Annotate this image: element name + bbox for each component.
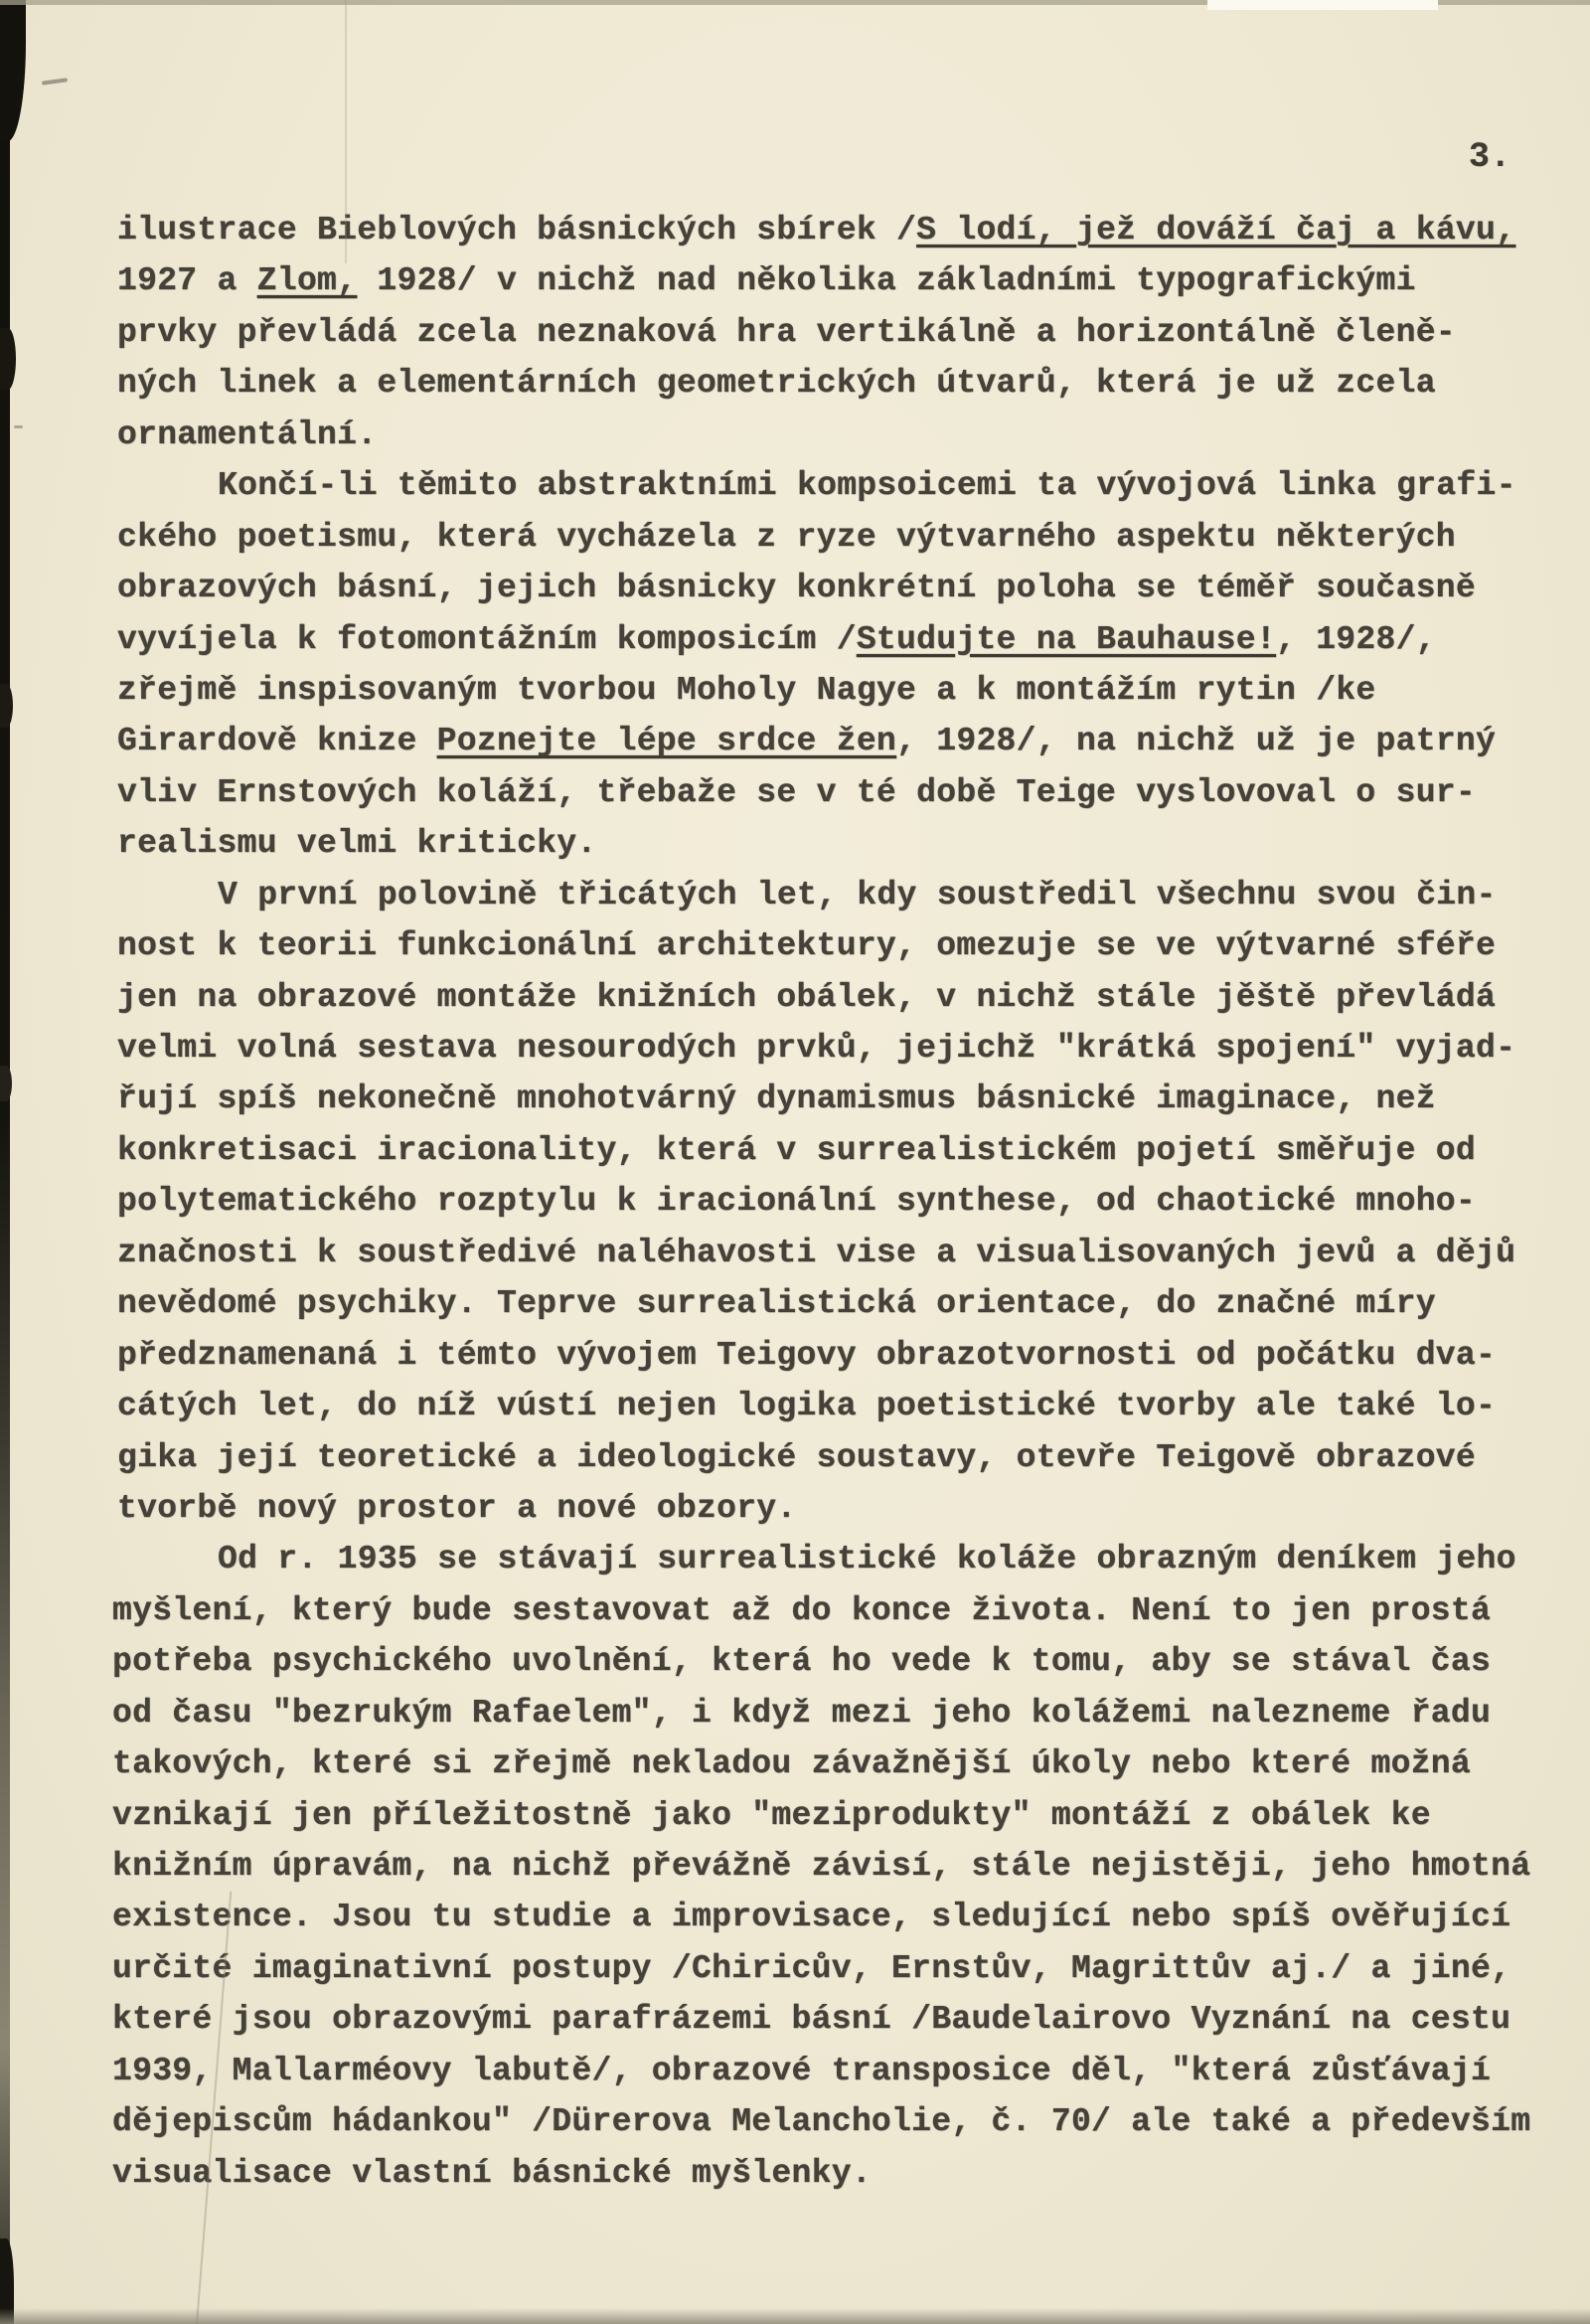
text-segment: prvky převládá zcela neznaková hra vertikálně a horizontálně členě- [117,313,1456,351]
page-number: 3. [1469,137,1511,177]
text-segment: dějepiscům hádankou" /Dürerova Melancholie, č. 70/ ale také a především [112,2103,1531,2141]
text-line [112,2096,1590,2147]
text-line [117,255,1590,306]
text-line [117,1534,1590,1584]
scan-ink-blob [0,328,16,390]
text-line [117,460,1590,511]
text-segment: V první polovině třicátých let, kdy soustředil všechnu svou čin- [218,876,1497,913]
text-line [117,512,1590,563]
text-line [117,1228,1590,1278]
text-segment: tvorbě nový prostor a nové obzory. [117,1489,797,1527]
text-segment: vyvíjela k fotomontážním komposicím / [117,620,857,658]
text-segment: , 1928/, [1276,620,1436,658]
text-line [112,1892,1590,1942]
text-segment: 1939, Mallarméovy labutě/, obrazové transposice děl, "která zůsťávají [112,2052,1492,2089]
text-segment: Končí-li těmito abstraktními kompsoicemi ta vývojová linka grafi- [218,467,1516,505]
text-segment: konkretisaci iracionality, která v surrealistickém pojetí směřuje od [117,1131,1477,1169]
text-line [112,1790,1590,1841]
text-segment: předznamenaná i témto vývojem Teigovy obrazotvornosti od počátku dva- [117,1336,1497,1374]
text-line [117,307,1590,358]
text-segment: velmi volná sestava nesourodých prvků, jejichž "krátká spojení" vyjad- [117,1030,1516,1067]
text-segment: nevědomé psychiky. Teprve surrealistická orientace, do značné míry [117,1285,1436,1323]
text-segment: řují spíš nekonečně mnohotvárný dynamismus básnické imaginace, než [117,1080,1436,1118]
text-segment: Od r. 1935 se stávají surrealistické koláže obrazným deníkem jeho [218,1541,1516,1578]
text-segment: realismu velmi kriticky. [117,825,597,863]
underlined-title: Zlom, [256,262,358,300]
scan-bottom-edge [0,2308,1590,2324]
scan-ink-blob [0,684,13,728]
text-segment: 1928/ v nichž nad několika základními typografickými [357,262,1416,300]
text-line [117,563,1590,613]
scan-ink-blob [0,0,26,141]
text-line [117,614,1590,665]
text-line [117,818,1590,869]
text-line [117,1278,1590,1329]
text-line [112,1994,1590,2045]
paper-speck [14,425,23,428]
text-line [112,1688,1590,1739]
typewritten-lines [112,205,1590,2199]
text-line [117,972,1590,1023]
text-line [117,665,1590,716]
text-segment: nost k teorii funkcionální architektury, omezuje se ve výtvarné sféře [117,927,1497,965]
text-segment: existence. Jsou tu studie a improvisace, sledující nebo spíš ověřující [112,1899,1511,1936]
text-line [117,716,1590,766]
underlined-title: Studujte na Bauhause! [856,620,1276,658]
text-line [117,920,1590,971]
text-segment: jen na obrazové montáže knižních obálek, v nichž stále jěště převládá [117,978,1497,1016]
text-line [117,1176,1590,1227]
text-segment: od času "bezrukým Rafaelem", i když mezi jeho kolážemi nalezneme řadu [112,1694,1492,1732]
text-line [117,1432,1590,1483]
text-segment: potřeba psychického uvolnění, která ho vede k tomu, aby se stával čas [112,1643,1492,1681]
underlined-title: S lodí, jež dováží čaj a kávu, [916,212,1516,249]
text-segment: vliv Ernstových koláží, třebaže se v té době Teige vyslovoval o sur- [117,773,1477,811]
text-line [117,358,1590,409]
text-line [117,1125,1590,1176]
text-segment: knižním úpravám, na nichž převážně závisí, stále nejistěji, jeho hmotná [112,1848,1531,1885]
text-segment: , 1928/, na nichž už je patrný [896,723,1497,760]
text-line [112,1636,1590,1687]
text-line [117,1330,1590,1381]
text-segment: zřejmě inspisovaným tvorbou Moholy Nagye a k montážím rytin /ke [117,671,1376,709]
scan-top-white-strip [1207,0,1438,10]
text-segment: ckého poetismu, která vycházela z ryze výtvarného aspektu některých [117,518,1456,556]
pencil-mark [42,78,68,85]
text-line [117,1023,1590,1074]
text-line [112,1585,1590,1636]
underlined-title: Poznejte lépe srdce žen [436,723,897,760]
text-line [117,1483,1590,1534]
text-line [112,1943,1590,1994]
text-segment: ilustrace Bieblových básnických sbírek / [117,212,917,249]
scan-ink-blob [0,1066,12,1101]
text-line [117,205,1590,255]
text-segment: ornamentální. [117,415,378,453]
text-segment: myšlení, který bude sestavovat až do konce života. Není to jen prostá [112,1591,1492,1629]
text-line [112,2046,1590,2096]
text-segment: ných linek a elementárních geometrických útvarů, která je už zcela [117,365,1436,403]
text-line [117,870,1590,920]
text-segment: visualisace vlastní básnické myšlenky. [112,2154,872,2192]
text-segment: Girardově knize [117,723,437,760]
text-segment: určité imaginativní postupy /Chiricův, Ernstův, Magrittův aj./ a jiné, [112,1949,1511,1987]
text-line [117,410,1590,460]
text-line [112,1739,1590,1789]
text-segment: 1927 a [117,262,257,300]
text-segment: gika její teoretické a ideologické soustavy, otevře Teigově obrazové [117,1438,1477,1476]
text-line [112,2148,1590,2199]
text-line [117,1381,1590,1431]
text-segment: polytematického rozptylu k iracionální synthese, od chaotické mnoho- [117,1183,1477,1221]
text-segment: značnosti k soustředivé naléhavosti vise a visualisovaných jevů a dějů [117,1234,1516,1271]
text-line [117,767,1590,818]
text-segment: vznikají jen příležitostně jako "meziprodukty" montáží z obálek ke [112,1796,1431,1834]
text-segment: takových, které si zřejmě nekladou závažnější úkoly nebo které možná [112,1745,1472,1783]
text-segment: které jsou obrazovými parafrázemi básní /Baudelairovo Vyznání na cestu [112,2001,1511,2039]
text-line [117,1074,1590,1124]
paper-fold-line [345,0,347,263]
text-segment: obrazových básní, jejich básnicky konkrétní poloha se téměř současně [117,570,1477,607]
text-line [112,1841,1590,1892]
text-segment: cátých let, do níž vústí nejen logika poetistické tvorby ale také lo- [117,1388,1497,1425]
